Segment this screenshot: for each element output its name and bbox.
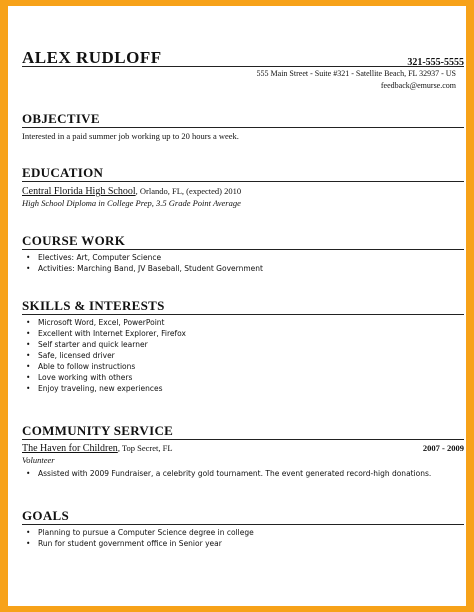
applicant-name: ALEX RUDLOFF xyxy=(22,48,162,67)
list-item: • Love working with others xyxy=(22,372,464,383)
objective-text: Interested in a paid summer job working up to 20 hours a week. xyxy=(22,131,239,141)
school-line xyxy=(22,185,464,198)
education-section xyxy=(22,166,464,209)
section-title: COMMUNITY SERVICE xyxy=(22,424,464,440)
org-detail: , Top Secret, FL xyxy=(117,443,173,453)
skills-list xyxy=(22,317,464,394)
list-item: • Safe, licensed driver xyxy=(22,350,464,361)
header xyxy=(22,48,464,68)
goals-list xyxy=(22,527,464,549)
section-title: SKILLS & INTERESTS xyxy=(22,299,464,315)
objective-section xyxy=(22,112,464,142)
service-dates: 2007 - 2009 xyxy=(422,443,464,453)
list-item: • Run for student government office in Senior year xyxy=(22,538,464,549)
phone-number: 321-555-5555 xyxy=(407,57,464,68)
community-service-section xyxy=(22,424,464,479)
address: 555 Main Street - Suite #321 - Satellite Beach, FL 32937 - US xyxy=(256,69,456,78)
section-title: EDUCATION xyxy=(22,166,464,182)
section-title: GOALS xyxy=(22,509,464,525)
section-title: OBJECTIVE xyxy=(22,112,464,128)
degree: High School Diploma in College Prep, 3.5 Grade Point Average xyxy=(22,198,241,208)
contact-info xyxy=(257,68,456,92)
list-item: • Assisted with 2009 Fundraiser, a celebrity gold tournament. The event generated record-high donations. xyxy=(22,468,464,479)
list-item: • Activities: Marching Band, JV Baseball, Student Government xyxy=(22,263,464,274)
course-work-list xyxy=(22,252,464,274)
role: Volunteer xyxy=(22,455,55,465)
list-item: • Enjoy traveling, new experiences xyxy=(22,383,464,394)
school-detail: , Orlando, FL, (expected) 2010 xyxy=(135,186,242,196)
list-item: • Electives: Art, Computer Science xyxy=(22,252,464,263)
org-name: The Haven for Children xyxy=(22,443,118,454)
header-divider xyxy=(22,66,464,67)
skills-section xyxy=(22,299,464,394)
org-line xyxy=(22,442,464,455)
list-item: • Microsoft Word, Excel, PowerPoint xyxy=(22,317,464,328)
email: feedback@emurse.com xyxy=(380,81,456,90)
community-list xyxy=(22,468,464,479)
section-title: COURSE WORK xyxy=(22,234,464,250)
goals-section xyxy=(22,509,464,549)
list-item: • Planning to pursue a Computer Science degree in college xyxy=(22,527,464,538)
list-item: • Self starter and quick learner xyxy=(22,339,464,350)
resume-page xyxy=(8,6,466,606)
school-name: Central Florida High School xyxy=(22,186,136,197)
list-item: • Excellent with Internet Explorer, Firefox xyxy=(22,328,464,339)
list-item: • Able to follow instructions xyxy=(22,361,464,372)
course-work-section xyxy=(22,234,464,274)
